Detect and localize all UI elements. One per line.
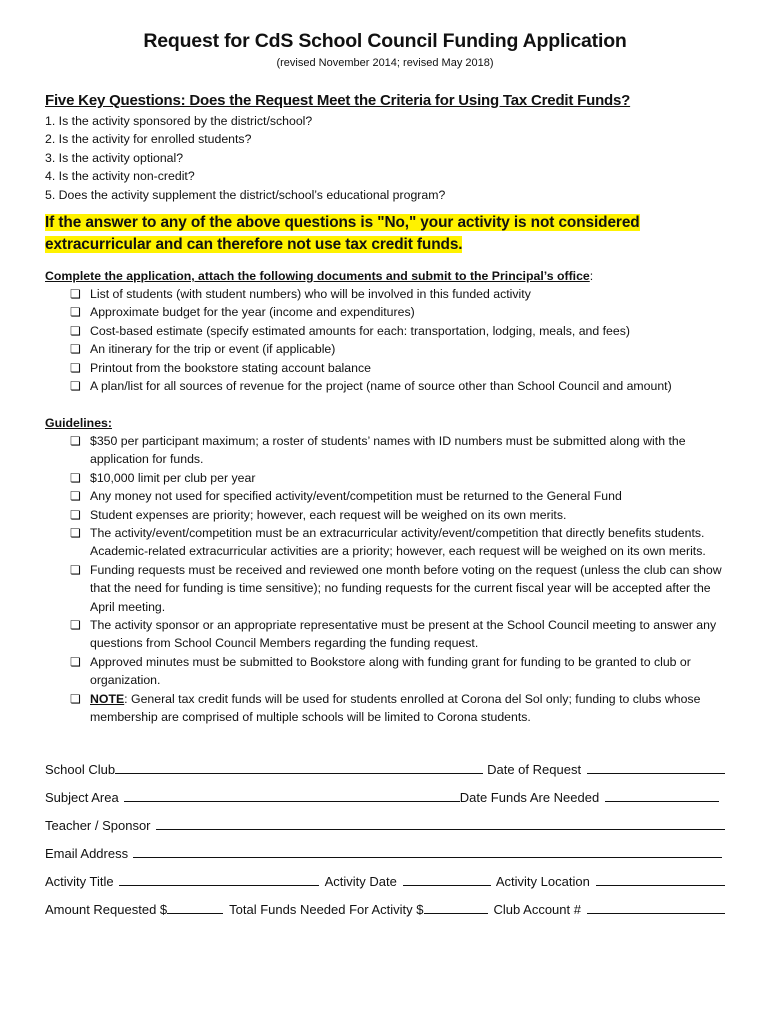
list-item: [70, 322, 725, 340]
form-row-email: [45, 841, 725, 861]
key-question: 5. Does the activity supplement the district/school’s educational program?: [45, 187, 446, 202]
total-funds-needed-field[interactable]: [424, 899, 488, 914]
list-item-text: An itinerary for the trip or event (if applicable): [90, 342, 336, 357]
checkbox-icon[interactable]: ❏: [70, 323, 81, 338]
list-item: [70, 285, 725, 303]
email-address-label: Email Address: [45, 846, 129, 861]
activity-location-field[interactable]: [596, 871, 725, 886]
note-body: : General tax credit funds will be used for students enrolled at Corona del Sol only; funding to clubs whose membership are comprised of multiple schools will be limited to Corona students.: [90, 691, 701, 725]
list-item: [70, 616, 725, 653]
email-address-field[interactable]: [133, 843, 722, 858]
club-account-label: Club Account #: [493, 902, 581, 917]
list-item-text: $350 per participant maximum; a roster of students’ names with ID numbers must be submitted along with the application for funds.: [90, 434, 686, 467]
list-item-text: The activity/event/competition must be an extracurricular activity/event/competition that directly benefits students. Academic-related extracurricular activities are a priority; however, each request will be weighed on its own merits.: [90, 526, 706, 559]
list-item-text: $10,000 limit per club per year: [90, 470, 256, 485]
amount-requested-label: Amount Requested $: [45, 902, 168, 917]
key-question: 1. Is the activity sponsored by the district/school?: [45, 114, 313, 128]
checkbox-icon[interactable]: ❏: [70, 360, 81, 375]
key-questions-list: [45, 112, 745, 204]
warning-line-2: extracurricular and can therefore not use tax credit funds.: [45, 236, 463, 253]
form-row-amount: [45, 897, 725, 917]
list-item: [70, 359, 725, 377]
form-row-subject: [45, 785, 725, 805]
date-funds-needed-label: Date Funds Are Needed: [459, 790, 600, 805]
submission-instructions-colon: :: [589, 269, 594, 283]
checkbox-icon[interactable]: ❏: [70, 489, 81, 504]
club-account-field[interactable]: [587, 899, 725, 914]
checkbox-icon[interactable]: ❏: [70, 470, 81, 485]
list-item: [70, 340, 725, 358]
key-question: 2. Is the activity for enrolled students?: [45, 132, 252, 147]
list-item-text: Any money not used for specified activity/event/competition must be returned to the General Fund: [90, 489, 622, 504]
activity-date-label: Activity Date: [324, 874, 397, 889]
key-questions-heading: Five Key Questions: Does the Request Meet the Criteria for Using Tax Credit Funds?: [45, 92, 631, 109]
checkbox-icon[interactable]: ❏: [70, 434, 81, 448]
checkbox-icon[interactable]: ❏: [70, 654, 81, 669]
checkbox-icon[interactable]: ❏: [70, 562, 81, 577]
checkbox-icon[interactable]: ❏: [70, 526, 81, 541]
form-row-teacher: [45, 813, 725, 833]
document-title: Request for CdS School Council Funding Application: [143, 30, 627, 52]
form-row-activity: [45, 869, 725, 889]
list-item-text: A plan/list for all sources of revenue for the project (name of source other than School Council and amount): [90, 379, 672, 394]
school-club-field[interactable]: [115, 759, 483, 774]
date-funds-needed-field[interactable]: [605, 787, 719, 802]
guidelines-list: [70, 432, 725, 727]
warning-line-1: If the answer to any of the above questions is "No," your activity is not considered: [45, 214, 640, 231]
submission-instructions-text: Complete the application, attach the following documents and submit to the Principal’s office: [45, 269, 590, 283]
list-item-text: Approved minutes must be submitted to Bookstore along with funding grant for funding to be granted to club or organization.: [90, 654, 691, 688]
list-item: [70, 506, 725, 524]
list-item: [70, 469, 725, 487]
guidelines-heading: Guidelines:: [45, 416, 112, 430]
subject-area-label: Subject Area: [45, 790, 119, 805]
date-of-request-label: Date of Request: [487, 762, 582, 777]
revision-note: (revised November 2014; revised May 2018): [276, 57, 494, 69]
checkbox-icon[interactable]: ❏: [70, 691, 81, 706]
activity-location-label: Activity Location: [495, 874, 590, 889]
checkbox-icon[interactable]: ❏: [70, 379, 81, 394]
amount-requested-field[interactable]: [167, 899, 223, 914]
teacher-sponsor-label: Teacher / Sponsor: [45, 818, 151, 833]
list-item-text: The activity sponsor or an appropriate representative must be present at the School Council meeting to answer any questions from School Council Members regarding the funding request.: [90, 618, 717, 651]
total-funds-needed-label: Total Funds Needed For Activity $: [229, 902, 424, 917]
checkbox-icon[interactable]: ❏: [70, 507, 81, 522]
date-of-request-field[interactable]: [587, 759, 725, 774]
checkbox-icon[interactable]: ❏: [70, 342, 81, 357]
list-item-text: Student expenses are priority; however, each request will be weighed on its own merits.: [90, 507, 567, 522]
list-item-text: Approximate budget for the year (income and expenditures): [90, 305, 415, 320]
list-item: [70, 432, 725, 469]
submission-instructions: [45, 267, 745, 285]
checkbox-icon[interactable]: ❏: [70, 305, 81, 320]
activity-date-field[interactable]: [403, 871, 491, 886]
list-item: [70, 524, 725, 561]
school-club-label: School Club: [45, 762, 116, 777]
teacher-sponsor-field[interactable]: [156, 815, 725, 830]
checkbox-icon[interactable]: ❏: [70, 618, 81, 633]
list-item: [70, 377, 725, 395]
note-item: [70, 690, 725, 727]
list-item-text: Cost-based estimate (specify estimated amounts for each: transportation, lodging, meals, and fees): [90, 323, 630, 338]
subject-area-field[interactable]: [124, 787, 460, 802]
checkbox-icon[interactable]: ❏: [70, 287, 81, 301]
note-text: [90, 690, 725, 727]
key-question: 3. Is the activity optional?: [45, 150, 184, 165]
note-label: NOTE: [90, 691, 125, 706]
list-item: [70, 487, 725, 505]
list-item: [70, 303, 725, 321]
list-item-text: Printout from the bookstore stating account balance: [90, 360, 371, 375]
activity-title-label: Activity Title: [45, 874, 114, 889]
required-documents-list: [70, 285, 725, 395]
list-item-text: Funding requests must be received and reviewed one month before voting on the request (unless the club can show that the need for funding is time sensitive); no funding requests for the current fiscal year will be accepted after the April meeting.: [90, 562, 722, 614]
list-item: [70, 653, 725, 690]
list-item-text: List of students (with student numbers) who will be involved in this funded activity: [90, 287, 531, 301]
key-question: 4. Is the activity non-credit?: [45, 169, 195, 184]
form-row-club: [45, 757, 725, 777]
list-item: [70, 561, 725, 616]
eligibility-warning: [45, 212, 705, 256]
activity-title-field[interactable]: [119, 871, 319, 886]
